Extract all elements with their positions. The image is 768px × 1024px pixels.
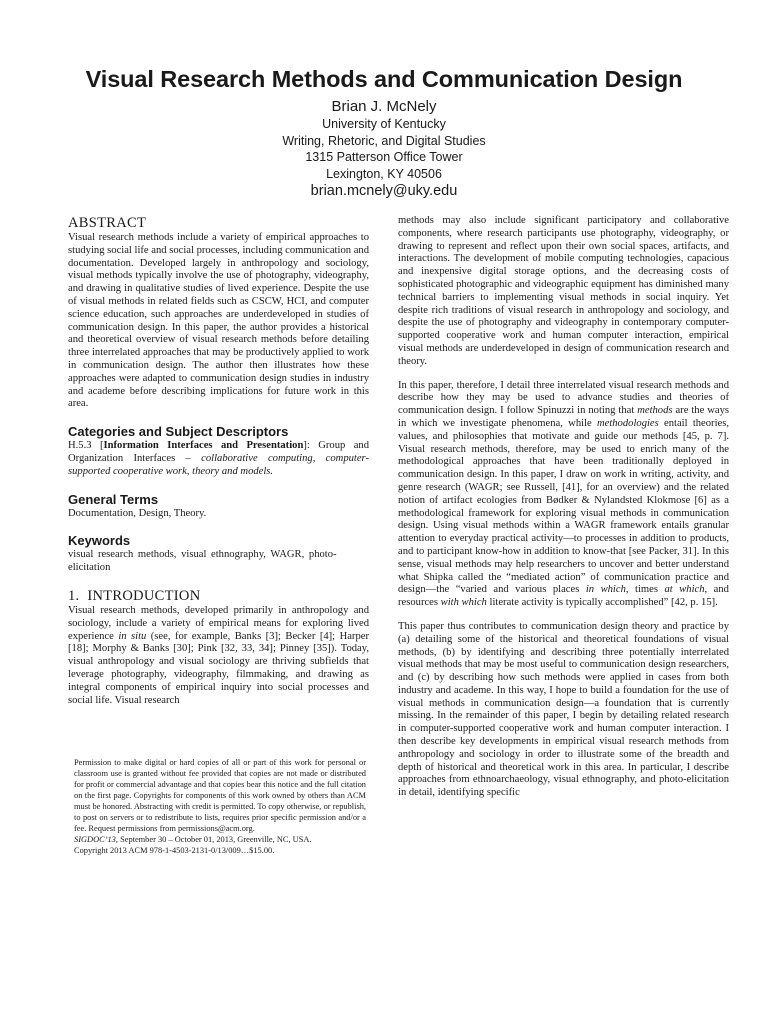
abstract-text: Visual research methods include a variety of empirical approaches to studying social life and social processes, including communication and documentation. Developed largely in anthropology and sociology, visual methods typically involve the use of photography, videography, and drawing in qualitative studies of lived experience. Despite the use of visual methods in related fields such as CSCW, HCI, and computer science education, such approaches are underdeveloped in studies of communication design. In this paper, the author provides a historical and theoretical overview of visual research methods before detailing three interrelated approaches that may be productively applied to work in communication design. The author then illustrates how these approaches were adapted to communication design studies in industry and academe before describing implications for future work in this area. (68, 232, 369, 410)
p2-text-f: literate activity is typically accomplished” [42, p. 15]. (486, 597, 718, 609)
categories-heading: Categories and Subject Descriptors (68, 424, 289, 440)
categories-bold: Information Interfaces and Presentation (103, 440, 304, 452)
general-terms-text: Documentation, Design, Theory. (68, 507, 207, 519)
p2-text-e: , and resources (398, 584, 729, 609)
p2-italic-methods: methods (637, 405, 673, 417)
left-column (68, 214, 369, 707)
author-affiliation-line: Writing, Rhetoric, and Digital Studies (282, 133, 486, 148)
permission-text: Permission to make digital or hard copies of all or part of this work for personal or classroom use is granted without fee provided that copies are not made or distributed for profit or commercial advantage and that copies bear this notice and the full citation on the first page. Copyrights for components of this work owned by others than ACM must be honored. Abstracting with credit is permitted. To copy otherwise, or republish, to post on servers or to redistribute to lists, requires prior specific permission and/or a fee. Request permissions from permissions@acm.org. (74, 758, 366, 833)
p2-italic-in-which: in which (585, 584, 626, 596)
p2-text-b: are the ways in which we investigate phenomena, while (398, 405, 730, 429)
general-terms-heading: General Terms (68, 491, 159, 507)
categories-mid: ]: Group and Organization Interfaces – (68, 440, 370, 464)
p2-italic-methodologies: methodologies (596, 417, 659, 429)
categories-text (68, 440, 369, 478)
p2-text-c: entail theories, values, and philosophies that motivate and guide our methods [45, p. 7]. Visual research methods, therefore, may be used to enrich many of the methodological approaches that have been traditionally deployed in communication design. In this paper, I draw on work in writing, activity, and genre research (WAGR; see Russell, [41], for an overview) and the related notion of artifact ecologies from Bødker & Nylandsted Klokmose [6] as a methodological framework for exploring visual methods in communication design. Using visual methods within a WAGR framework entails granular attention to everyday practical activity—to processes in addition to products, and to participant know-how in addition to know-that [see Packer, 31]. In this sense, visual methods may help researchers to uncover and better understand what Shipka called the “mediated action” of communication practice and design—the “varied and various places (398, 417, 730, 596)
p2-text-a: In this paper, therefore, I detail three interrelated visual research methods and describe how they may be used to advance studies and theories of communication design. I follow Spinuzzi in noting that (398, 379, 729, 417)
intro-italic: in situ (118, 630, 147, 642)
p2-italic-with-which: with which (440, 597, 487, 609)
author-name: Brian J. McNely (331, 98, 437, 115)
venue-details: September 30 – October 01, 2013, Greenville, NC, USA. (117, 835, 312, 844)
venue-name: SIGDOC’13, (74, 835, 118, 844)
p2-text-d: , times (625, 584, 665, 596)
author-block (0, 98, 768, 200)
right-paragraph-1: methods may also include significant participatory and collaborative components, where research participants use photography, videography, or drawing to represent and reflect upon their own social spaces, artifacts, and interactions. The development of mobile computing technologies, capacious and inexpensive digital storage options, and the decreasing costs of sophisticated photographic and videographic equipment has diminished many technical barriers to implementing visual methods in social inquiry. Yet despite rich traditions of visual research in anthropology and sociology, and despite the use of photography and videography in contemporary computer-supported cooperative work and human computer interaction, empirical visual methods are underdeveloped in design of communication research and theory. (398, 215, 729, 367)
permission-notice (74, 757, 366, 856)
right-paragraph-2 (398, 380, 729, 610)
keywords-text: visual research methods, visual ethnography, WAGR, photo-elicitation (68, 549, 337, 574)
copyright-line: Copyright 2013 ACM 978-1-4503-2131-0/13/009…$15.00. (74, 846, 275, 855)
right-paragraph-3: This paper thus contributes to communication design theory and practice by (a) detailing some of the historical and theoretical foundations of visual methods, (b) by identifying and describing three potentially interrelated visual methods that may be most useful to communication design researchers, and (c) by describing how such methods were applied in cases from both industry and academe. In this way, I hope to build a foundation for the use of visual methods in communication design—a foundation that is currently missing. In the remainder of this paper, I begin by detailing related research in computer-supported cooperative work and human computer interaction. I then describe key developments in empirical visual research methods from anthropology and sociology in order to illustrate some of the breadth and depth of historical and theoretical work in this area. In particular, I describe approaches from ethnoarchaeology, visual ethnography, and photo-elicitation in detail, identifying specific (398, 620, 729, 799)
venue-line (74, 834, 366, 845)
author-affiliation-line: 1315 Patterson Office Tower (305, 150, 463, 164)
intro-text-b: (see, for example, Banks [3]; Becker [4]; Harper [18]; Morphy & Banks [30]; Pink [32, 33, 34]; Pinney [35]). Today, visual anthropology and visual sociology are thriving subfields that leverage photography, videography, filmmaking, and drawing as integral components of empirical inquiry into social processes and social life. Visual research (68, 630, 369, 706)
introduction-heading: 1. INTRODUCTION (68, 587, 201, 604)
paper-title: Visual Research Methods and Communication Design (85, 66, 683, 92)
right-column (398, 215, 729, 800)
categories-italic: collaborative computing, computer-supported cooperative work, theory and models. (68, 452, 370, 477)
abstract-heading: ABSTRACT (68, 215, 147, 231)
intro-text-a: Visual research methods, developed primarily in anthropology and sociology, include a variety of empirical means for exploring lived experience (68, 604, 369, 642)
keywords-heading: Keywords (68, 533, 131, 549)
author-affiliation-line: Lexington, KY 40506 (326, 166, 442, 181)
categories-code: H.5.3 [ (68, 440, 104, 452)
author-email: brian.mcnely@uky.edu (310, 183, 458, 199)
author-affiliation-line: University of Kentucky (322, 117, 446, 131)
introduction-paragraph (68, 605, 369, 707)
p2-italic-at-which: at which (664, 584, 705, 596)
